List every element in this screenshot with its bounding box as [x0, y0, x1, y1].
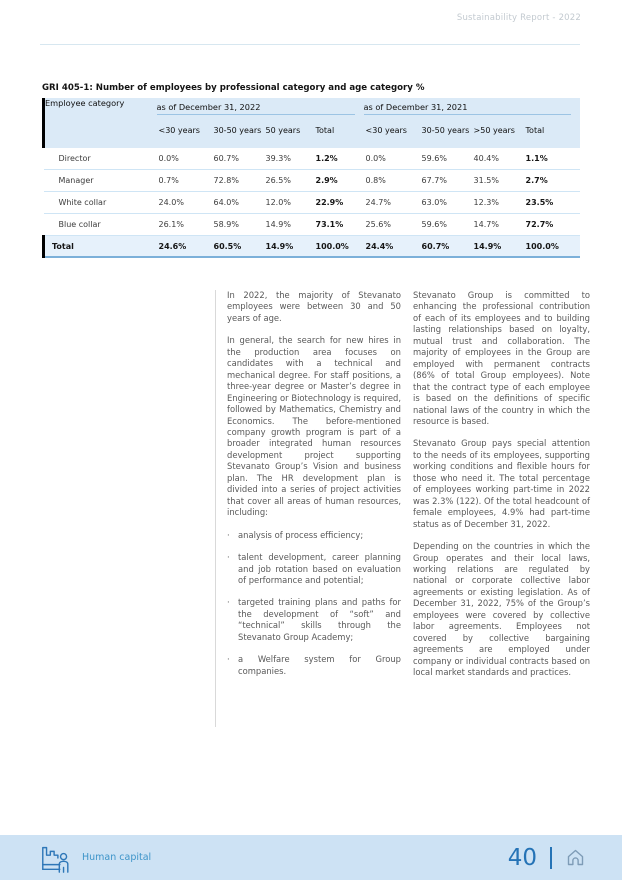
row-label: Director [44, 148, 157, 170]
list-item [227, 597, 401, 643]
body-column-right [413, 290, 590, 690]
list-item [227, 552, 401, 586]
cell-total: 1.1% [524, 148, 580, 170]
table-row-white-collar [44, 192, 580, 214]
cell: 58.9% [212, 214, 264, 236]
cell: 60.7% [212, 148, 264, 170]
footer-divider [550, 847, 552, 869]
list-item-text: a Welfare system for Group companies. [238, 654, 401, 676]
cell: 14.9% [264, 214, 314, 236]
list-item [227, 530, 401, 541]
cell-total: 22.9% [314, 192, 364, 214]
cell-total: 100.0% [314, 236, 364, 258]
column-group-2021: as of December 31, 2021 [364, 98, 580, 115]
subheader-2022-30-50: 30-50 years [212, 115, 264, 148]
page-footer [0, 835, 622, 880]
cell-total: 73.1% [314, 214, 364, 236]
cell: 39.3% [264, 148, 314, 170]
table-row-director [44, 148, 580, 170]
column-divider [215, 290, 216, 727]
table-total-row [44, 236, 580, 258]
paragraph: In 2022, the majority of Stevanato employees were between 30 and 50 years of age. [227, 290, 401, 323]
bullet-marker: · [227, 552, 230, 563]
table-row-blue-collar [44, 214, 580, 236]
cell: 67.7% [420, 170, 472, 192]
list-item-text: talent development, career planning and job rotation based on evaluation of performance and potential; [238, 552, 401, 585]
header-divider [40, 44, 580, 45]
cell-total: 1.2% [314, 148, 364, 170]
subheader-2022-over50: 50 years [264, 115, 314, 148]
subheader-2021-30-50: 30-50 years [420, 115, 472, 148]
subheader-2021-over50: >50 years [472, 115, 524, 148]
paragraph: Stevanato Group is committed to enhancing the professional contribution of each of its employees and to building lasting relationships based on loyalty, mutual trust and collaboration. The majority of employees in the Group are employed with permanent contracts (86% of total Group employees). Note that the contract type of each employee is based on the definitions of specific national laws of the country in which the resource is based. [413, 290, 590, 426]
cell-total: 2.7% [524, 170, 580, 192]
cell-total: 100.0% [524, 236, 580, 258]
cell-total: 60.5% [212, 236, 264, 258]
table-title: GRI 405-1: Number of employees by professional category and age category % [42, 83, 425, 93]
paragraph: Depending on the countries in which the Group operates and their local laws, working relations are regulated by national or corporate collective labor agreements or existing legislation. As of December 31, 2022, 75% of the Group’s employees were covered by collective labor agreements. Employees not covered by collective bargaining agreements are employed under company or individual contracts based on local market standards and practices. [413, 541, 590, 678]
list-item [227, 654, 401, 677]
cell-total: 24.4% [364, 236, 420, 258]
page-number: 40 [507, 844, 537, 871]
bullet-marker: · [227, 654, 230, 665]
table-group-header-row [44, 98, 580, 115]
body-column-left [227, 290, 401, 688]
row-label: Blue collar [44, 214, 157, 236]
cell: 26.1% [157, 214, 212, 236]
row-label: Manager [44, 170, 157, 192]
paragraph: Stevanato Group pays special attention to the needs of its employees, supporting working conditions and flexible hours for those who need it. The total percentage of employees working part-time in 2022 was 2.3% (122). Of the total headcount of female employees, 4.9% had part-time status as of December 31, 2022. [413, 438, 590, 529]
subheader-2021-total: Total [524, 115, 580, 148]
paragraph: In general, the search for new hires in the production area focuses on candidates with a technical and mechanical degree. For staff positions, a three-year degree or Master’s degree in Engineering or Biotechnology is required, followed by Mathematics, Chemistry and Economics. The before-mentioned company growth program is part of a broader integrated human resources development project supporting Stevanato Group’s Vision and business plan. The HR development plan is divided into a series of project activities that cover all areas of human resources, including: [227, 335, 401, 518]
list-item-text: analysis of process efficiency; [238, 529, 364, 540]
cell-total: 72.7% [524, 214, 580, 236]
column-group-2022: as of December 31, 2022 [157, 98, 364, 115]
cell-total: 60.7% [420, 236, 472, 258]
footer-pagination [508, 835, 586, 880]
subheader-2022-total: Total [314, 115, 364, 148]
column-header-employee-category: Employee category [44, 98, 157, 148]
table-row-manager [44, 170, 580, 192]
subheader-2022-under30: <30 years [157, 115, 212, 148]
cell: 0.8% [364, 170, 420, 192]
cell: 72.8% [212, 170, 264, 192]
cell: 24.7% [364, 192, 420, 214]
gri-405-1-table [42, 98, 580, 258]
running-header: Sustainability Report - 2022 [456, 13, 581, 23]
cell: 0.0% [157, 148, 212, 170]
cell: 59.6% [420, 148, 472, 170]
cell-total: 2.9% [314, 170, 364, 192]
cell: 12.3% [472, 192, 524, 214]
cell: 25.6% [364, 214, 420, 236]
cell: 40.4% [472, 148, 524, 170]
bullet-marker: · [227, 529, 230, 540]
bullet-marker: · [227, 597, 230, 608]
cell: 64.0% [212, 192, 264, 214]
cell-total: 14.9% [264, 236, 314, 258]
cell-total: 14.9% [472, 236, 524, 258]
cell: 14.7% [472, 214, 524, 236]
cell: 0.7% [157, 170, 212, 192]
cell: 12.0% [264, 192, 314, 214]
row-label: White collar [44, 192, 157, 214]
cell: 26.5% [264, 170, 314, 192]
cell-total: 23.5% [524, 192, 580, 214]
factory-person-icon [38, 841, 74, 875]
cell: 63.0% [420, 192, 472, 214]
row-label: Total [44, 236, 157, 258]
list-item-text: targeted training plans and paths for the development of “soft” and “technical” skills through the Stevanato Group Academy; [238, 597, 401, 642]
cell: 59.6% [420, 214, 472, 236]
gri-table-section [42, 83, 578, 258]
footer-section [38, 835, 151, 880]
cell: 31.5% [472, 170, 524, 192]
cell-total: 24.6% [157, 236, 212, 258]
footer-section-label: Human capital [82, 852, 152, 863]
subheader-2021-under30: <30 years [364, 115, 420, 148]
home-icon[interactable] [565, 847, 586, 868]
cell: 24.0% [157, 192, 212, 214]
cell: 0.0% [364, 148, 420, 170]
